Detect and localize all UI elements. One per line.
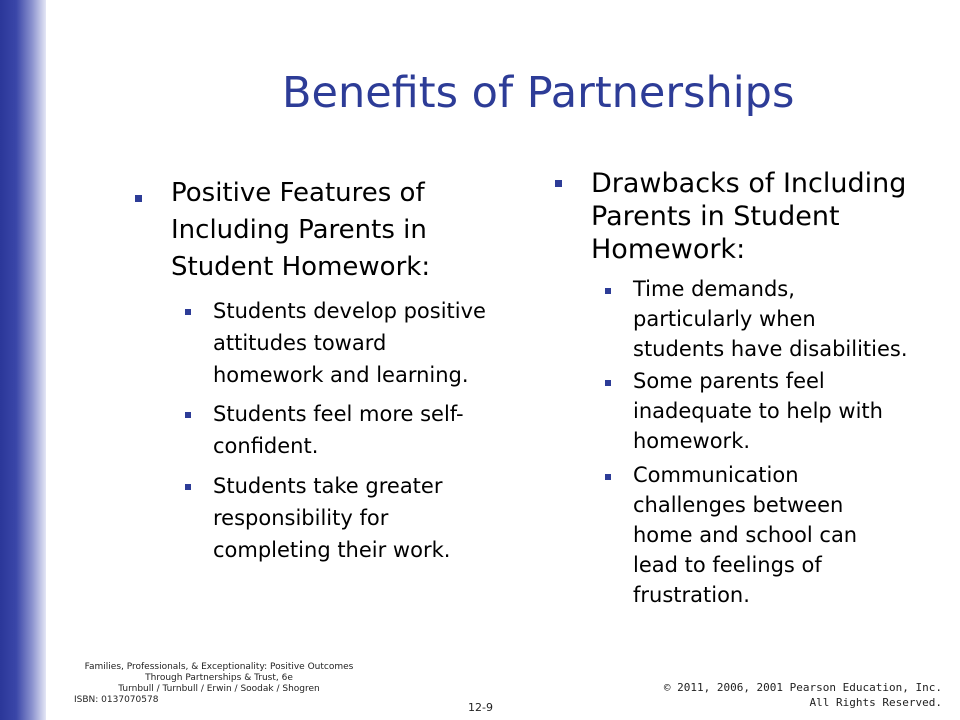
right-item-2-line-1: Some parents feel	[633, 369, 825, 393]
right-item-2-bullet-icon	[605, 380, 611, 386]
right-heading-line-1: Drawbacks of Including	[591, 168, 907, 199]
footer-copyright-line-1: © 2011, 2006, 2001 Pearson Education, Inc.	[663, 681, 942, 694]
footer-book-line-2: Through Partnerships & Trust, 6e	[145, 673, 293, 683]
left-item-1-line-3: homework and learning.	[213, 363, 469, 387]
left-item-2-bullet-icon	[185, 412, 191, 418]
left-item-1-line-1: Students develop positive	[213, 299, 486, 323]
right-heading-line-2: Parents in Student	[591, 201, 840, 232]
right-item-1-bullet-icon	[605, 288, 611, 294]
left-item-2-line-1: Students feel more self-	[213, 402, 464, 426]
decorative-side-bar	[0, 0, 46, 720]
footer-copyright-line-2: All Rights Reserved.	[809, 696, 942, 709]
left-heading-line-2: Including Parents in	[171, 215, 427, 245]
left-heading-line-1: Positive Features of	[171, 178, 425, 208]
footer-page-number: 12-9	[468, 701, 493, 714]
left-item-1-line-2: attitudes toward	[213, 331, 387, 355]
footer-book-info	[54, 662, 384, 706]
left-item-3-line-2: responsibility for	[213, 506, 389, 530]
footer-book-line-1: Families, Professionals, & Exceptionality: Positive Outcomes	[84, 662, 354, 672]
right-item-3-line-3: home and school can	[633, 523, 858, 547]
right-item-1-line-2: particularly when	[633, 307, 816, 331]
right-item-1-line-3: students have disabilities.	[633, 337, 908, 361]
right-item-1-line-1: Time demands,	[633, 277, 795, 301]
right-heading-bullet-icon	[555, 180, 562, 187]
right-item-3-line-5: frustration.	[633, 583, 750, 607]
left-item-3-line-3: completing their work.	[213, 538, 451, 562]
left-heading-bullet-icon	[135, 195, 142, 202]
left-item-1-bullet-icon	[185, 309, 191, 315]
left-item-2-line-2: confident.	[213, 434, 319, 458]
left-item-3-bullet-icon	[185, 484, 191, 490]
right-item-3-line-1: Communication	[633, 463, 799, 487]
left-item-3-line-1: Students take greater	[213, 474, 443, 498]
right-item-3-line-4: lead to feelings of	[633, 553, 822, 577]
right-item-2-line-3: homework.	[633, 429, 751, 453]
left-heading-line-3: Student Homework:	[171, 252, 431, 282]
slide-title: Benefits of Partnerships	[282, 68, 795, 118]
footer-copyright	[664, 680, 942, 710]
footer-book-line-4: ISBN: 0137070578	[74, 695, 159, 705]
right-item-3-bullet-icon	[605, 474, 611, 480]
footer-book-line-3: Turnbull / Turnbull / Erwin / Soodak / Shogren	[118, 684, 320, 694]
right-heading-line-3: Homework:	[591, 234, 746, 265]
right-item-2-line-2: inadequate to help with	[633, 399, 883, 423]
right-item-3-line-2: challenges between	[633, 493, 844, 517]
